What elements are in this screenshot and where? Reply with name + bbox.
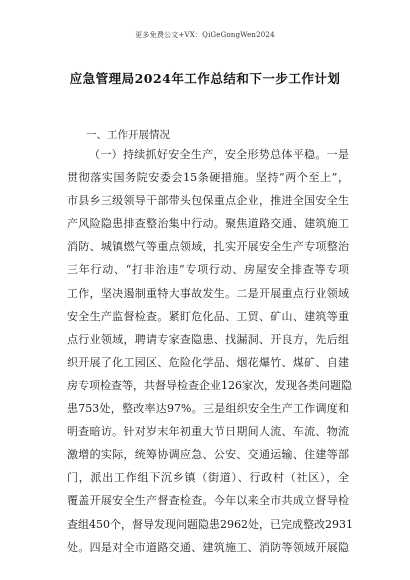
body-line: 明查暗访。针对岁末年初重大节日期间人流、车流、物流 (67, 425, 349, 439)
body-line: 织开展了化工园区、危险化学品、烟花爆竹、煤矿、自建 (67, 355, 349, 369)
body-line: 激增的实际，统筹协调应急、公安、交通运输、住建等部 (67, 448, 349, 462)
body-line: 处。四是对全市道路交通、建筑施工、消防等领域开展隐 (67, 540, 349, 554)
body-line: （一）持续抓好安全生产，安全形势总体平稳。一是 (89, 148, 349, 161)
body-line: 安全生产监督检查。紧盯危化品、工贸、矿山、建筑等重 (67, 309, 349, 323)
body-line: 三年行动、“打非治违”专项行动、房屋安全排查等专项 (67, 263, 349, 277)
body-line: 点行业领域，聘请专家查隐患、找漏洞、开良方，先后组 (67, 332, 349, 346)
body-line: 贯彻落实国务院安委会15条硬措施。坚持“两个至上”， (67, 171, 349, 185)
document-body (67, 143, 353, 559)
body-line: 门，派出工作组下沉乡镇（街道）、行政村（社区），全 (67, 471, 349, 485)
body-line: 覆盖开展安全生产督查检查。今年以来全市共成立督导检 (67, 494, 349, 508)
body-line: 查组450个，督导发现问题隐患2962处，已完成整改2931 (67, 517, 353, 531)
body-line: 消防、城镇燃气等重点领域，扎实开展安全生产专项整治 (67, 240, 349, 254)
document-title: 应急管理局2024年工作总结和下一步工作计划 (69, 71, 341, 86)
body-line: 患753处，整改率达97%。三是组织安全生产工作调度和 (67, 402, 349, 416)
body-line: 工作，坚决遏制重特大事故发生。二是开展重点行业领域 (67, 286, 349, 300)
section-heading: 一、工作开展情况 (86, 129, 170, 141)
body-line: 产风险隐患排查整治集中行动。聚焦道路交通、建筑施工 (67, 217, 349, 231)
page-header-watermark: 更多免费公文+VX：QiGeGongWen2024 (135, 31, 275, 39)
body-line: 房专项检查等，共督导检查企业126家次，发现各类问题隐 (67, 378, 352, 392)
body-line: 市县乡三级领导干部带头包保重点企业，推进全国安全生 (67, 194, 349, 208)
